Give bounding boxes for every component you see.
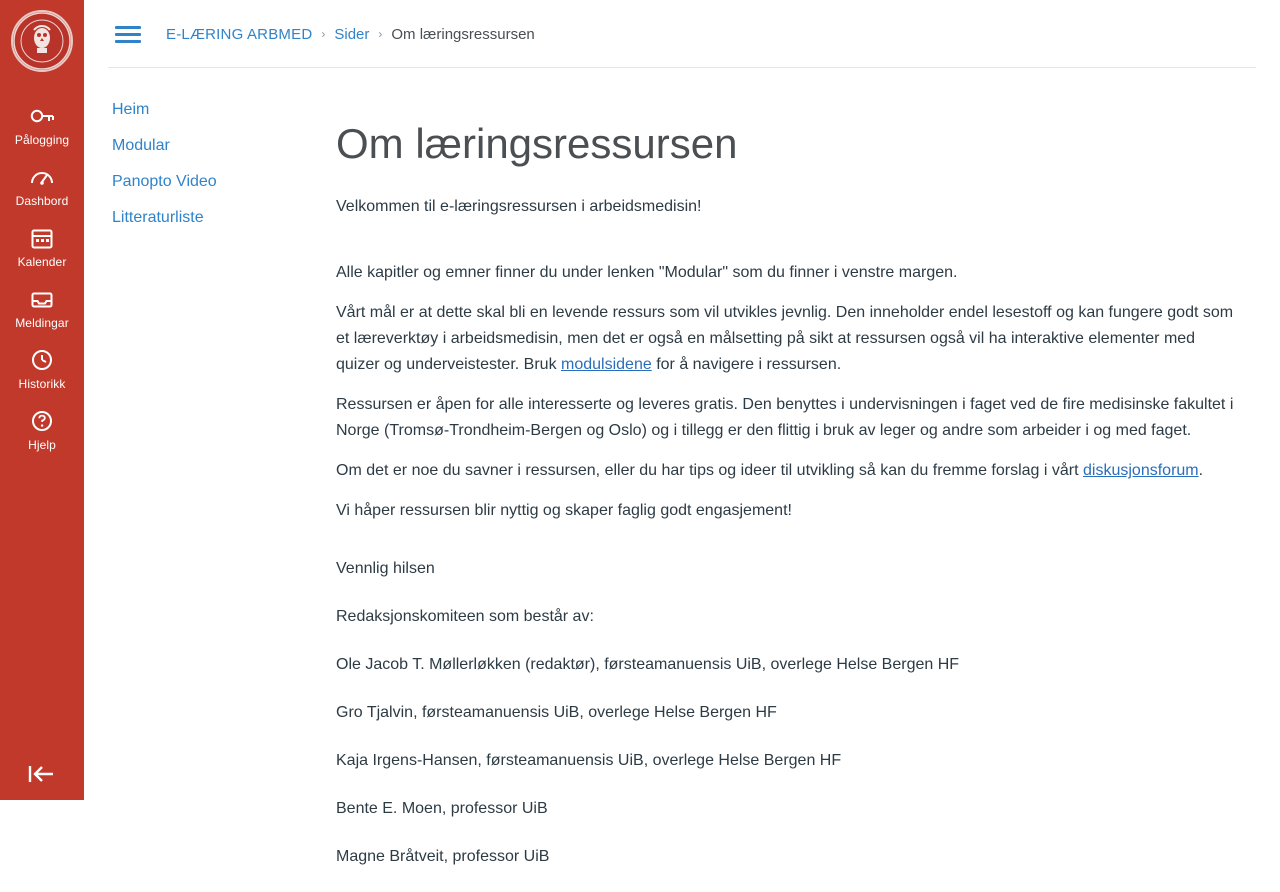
sidebar-item-label: Pålogging [14,133,70,147]
university-seal-icon [13,12,71,70]
course-navigation-menu [100,92,300,236]
committee-member: Bente E. Moen, professor UiB [336,800,548,818]
goal-text-part2: for å navigere i ressursen. [651,356,842,374]
question-circle-icon [29,408,55,434]
top-breadcrumb-bar [84,0,1280,68]
sidebar-item-label: Hjelp [28,438,56,452]
chapters-note-paragraph: Alle kapitler og emner finner du under lenken "Modular" som du finner i venstre margen. [336,264,958,282]
feedback-paragraph [336,458,1236,484]
collapse-arrow-icon [26,763,58,790]
sidebar-item-label: Historikk [18,377,66,391]
open-access-paragraph: Ressursen er åpen for alle interesserte og leveres gratis. Den benyttes i undervisningen i faget ved de fire medisinske fakultet i Norge (Tromsø-Trondheim-Bergen og Oslo) og i tillegg er den flittig i bruk av leger og andre som arbeider i og med faget. [336,396,1234,440]
speedometer-icon [29,164,55,190]
hamburger-menu-icon[interactable] [108,14,148,54]
committee-intro-paragraph: Redaksjonskomiteen som består av: [336,608,594,626]
global-navigation-sidebar [0,0,84,800]
diskusjonsforum-link[interactable]: diskusjonsforum [1083,462,1199,480]
greeting-paragraph: Vennlig hilsen [336,560,435,578]
sidebar-item-palogging[interactable] [0,96,84,157]
course-nav-item-heim[interactable]: Heim [112,101,150,118]
breadcrumb-item-course[interactable]: E-LÆRING ARBMED [166,25,313,43]
committee-member: Kaja Irgens-Hansen, førsteamanuensis UiB, overlege Helse Bergen HF [336,752,842,770]
sidebar-item-label: Kalender [17,255,67,269]
course-nav-item-modular[interactable]: Modular [112,137,170,154]
intro-paragraph: Velkommen til e-læringsressursen i arbeidsmedisin! [336,198,702,216]
global-nav-list [0,96,84,462]
page-title: Om læringsressursen [336,120,738,167]
inbox-icon [29,286,55,312]
goal-text-part1: Vårt mål er at dette skal bli en levende ressurs som vil utvikles jevnlig. Den inneholder endel lesestoff og kan fungere godt som et læreverktøy i arbeidsmedisin, men det er også en målsetting på sikt at ressursen også vil ha interaktive elementer med quizer og underveistester. Bruk [336,304,1234,374]
course-nav-item-litteraturliste[interactable]: Litteraturliste [112,209,204,226]
sidebar-item-kalender[interactable] [0,218,84,279]
hope-paragraph: Vi håper ressursen blir nyttig og skaper faglig godt engasjement! [336,502,792,520]
breadcrumb-item-pages[interactable]: Sider [334,25,370,43]
page-content [336,92,1236,892]
sidebar-item-label: Meldingar [15,316,69,330]
key-icon [29,103,55,129]
sidebar-item-label: Dashbord [15,194,69,208]
sidebar-item-dashbord[interactable] [0,157,84,218]
modulsidene-link[interactable]: modulsidene [561,356,652,374]
committee-member: Magne Bråtveit, professor UiB [336,848,550,866]
university-seal-logo[interactable] [11,10,73,72]
committee-member: Gro Tjalvin, førsteamanuensis UiB, overlege Helse Bergen HF [336,704,777,722]
breadcrumb [166,26,535,43]
course-nav-item-panopto-video[interactable]: Panopto Video [112,173,217,190]
sidebar-item-hjelp[interactable] [0,401,84,462]
goal-paragraph [336,300,1236,378]
sidebar-item-historikk[interactable] [0,340,84,401]
calendar-icon [29,225,55,251]
collapse-nav-button[interactable] [0,763,84,790]
sidebar-item-meldingar[interactable] [0,279,84,340]
committee-member: Ole Jacob T. Møllerløkken (redaktør), førsteamanuensis UiB, overlege Helse Bergen HF [336,656,960,674]
feedback-text-part2: . [1198,462,1204,480]
breadcrumb-item-current: Om læringsressursen [391,25,535,43]
feedback-text-part1: Om det er noe du savner i ressursen, eller du har tips og ideer til utvikling så kan du fremme forslag i vårt [336,462,1084,480]
clock-icon [29,347,55,373]
breadcrumb-separator: › [321,27,326,41]
breadcrumb-separator: › [378,27,383,41]
